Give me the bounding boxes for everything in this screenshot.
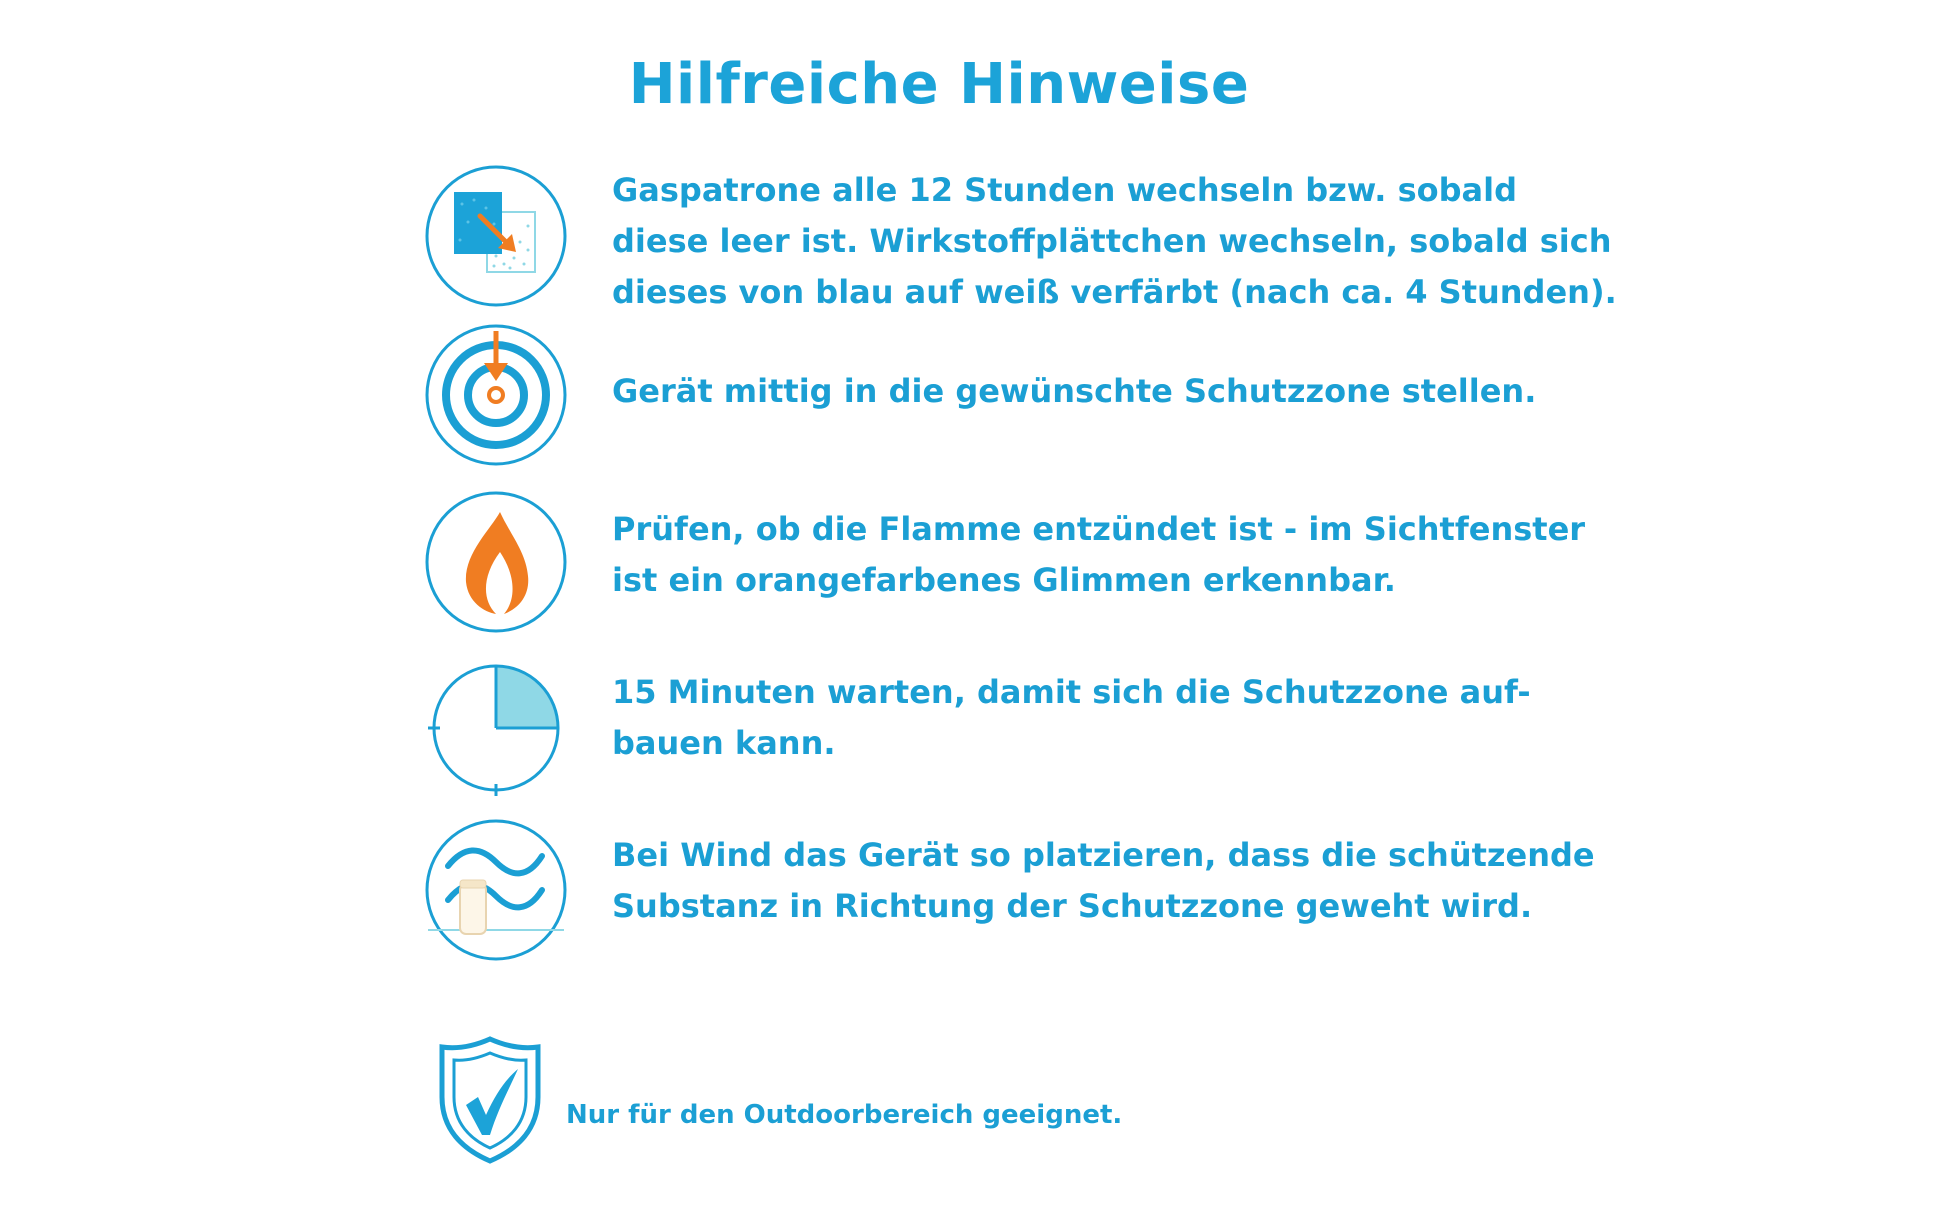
hint-line: Gerät mittig in die gewünschte Schutzzone stellen. xyxy=(612,372,1537,410)
hint-line: Bei Wind das Gerät so platzieren, dass die schützende xyxy=(612,836,1595,874)
flame-icon xyxy=(424,490,568,634)
outdoor-note: Nur für den Outdoorbereich geeignet. xyxy=(566,1100,1123,1130)
hint-line: Substanz in Richtung der Schutzzone geweht wird. xyxy=(612,887,1533,925)
hint-line: Gaspatrone alle 12 Stunden wechseln bzw. sobald xyxy=(612,171,1517,209)
hint-line: ist ein orangefarbenes Glimmen erkennbar. xyxy=(612,561,1396,599)
hint-text-flame xyxy=(612,504,1612,606)
hint-line: diese leer ist. Wirkstoffplättchen wechseln, sobald sich xyxy=(612,222,1612,260)
clock-quarter-icon xyxy=(424,656,568,800)
hint-text-cartridge xyxy=(612,165,1617,318)
cartridge-change-icon xyxy=(424,164,568,308)
hint-text-wind xyxy=(612,830,1612,932)
hint-text-wait xyxy=(612,667,1612,769)
page-title: Hilfreiche Hinweise xyxy=(628,52,1250,117)
hint-line: 15 Minuten warten, damit sich die Schutzzone auf- xyxy=(612,673,1531,711)
hint-line: bauen kann. xyxy=(612,724,836,762)
hint-text-placement xyxy=(612,366,1612,417)
hint-line: dieses von blau auf weiß verfärbt (nach ca. 4 Stunden). xyxy=(612,273,1617,311)
wind-device-icon xyxy=(424,818,568,962)
hint-line: Prüfen, ob die Flamme entzündet ist - im Sichtfenster xyxy=(612,510,1586,548)
target-placement-icon xyxy=(424,323,568,467)
shield-check-icon xyxy=(438,1035,542,1165)
